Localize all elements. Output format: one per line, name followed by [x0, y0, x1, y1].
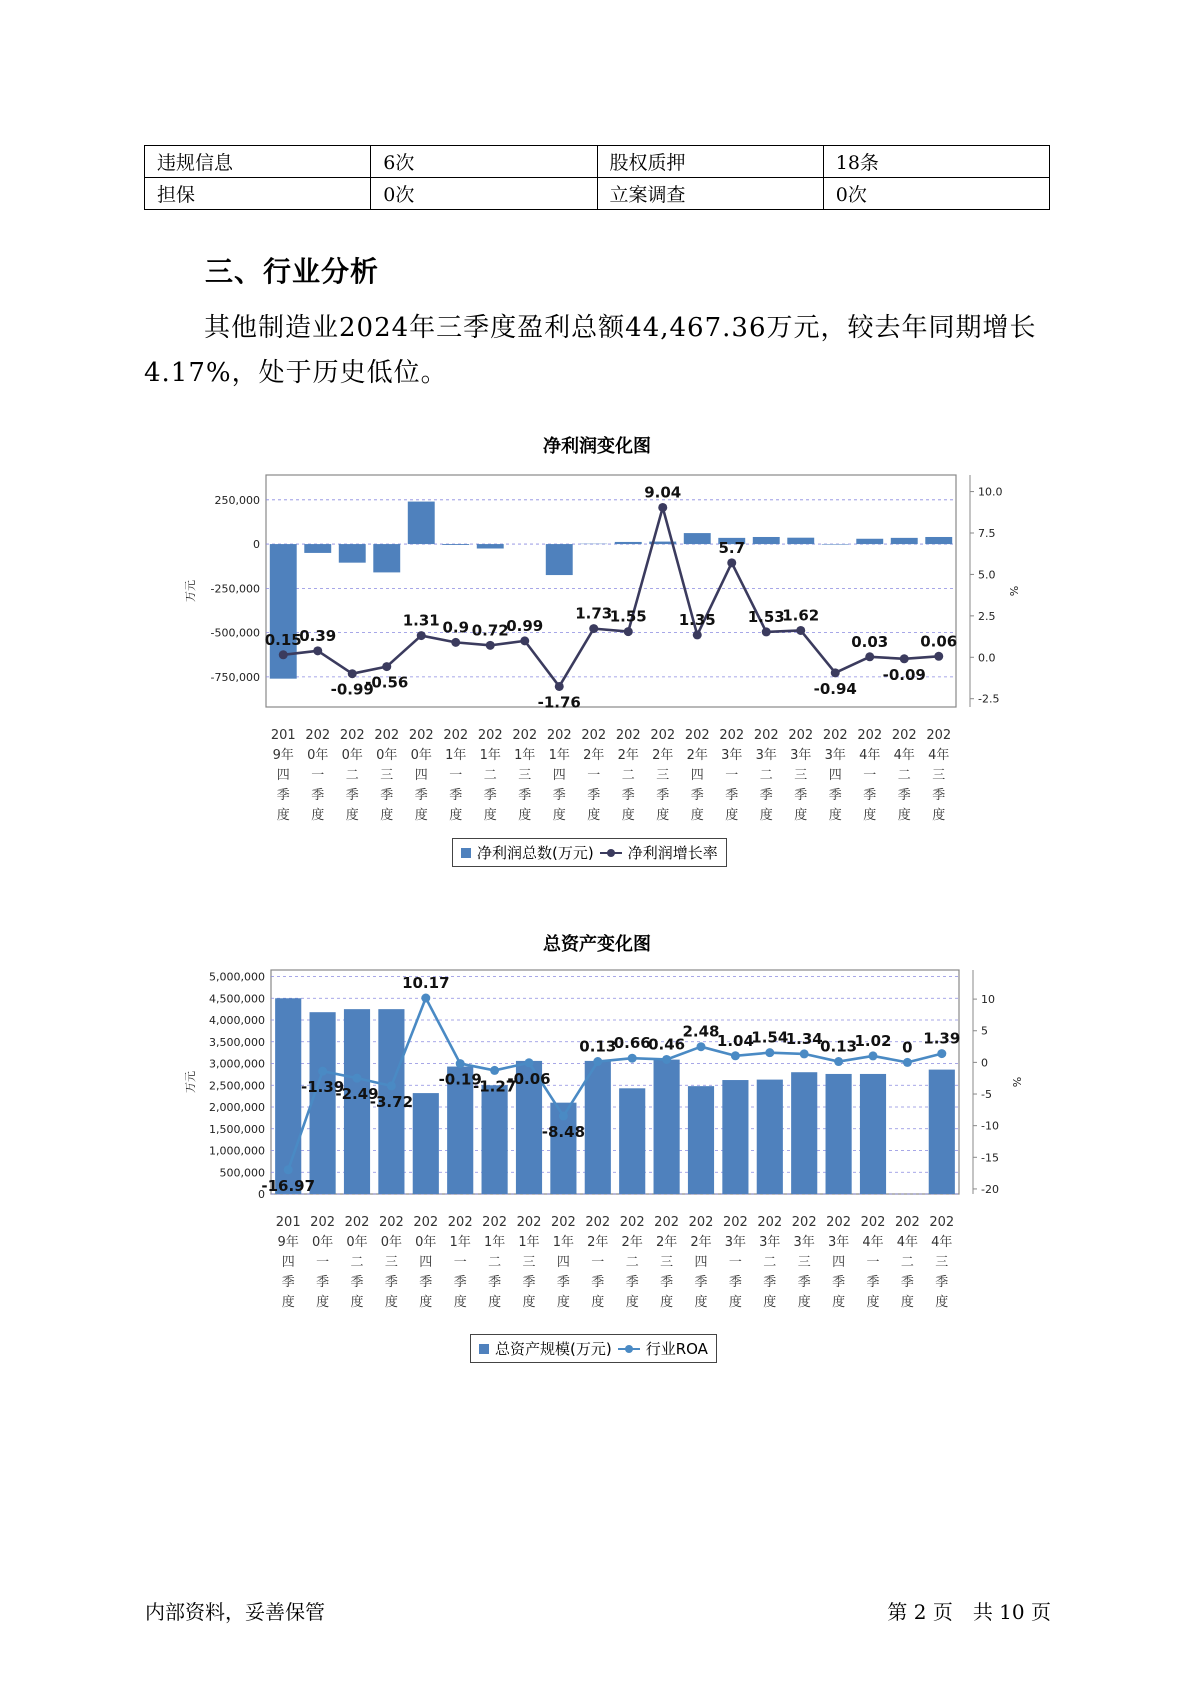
legend-label: 行业ROA	[645, 1340, 708, 1358]
line-point	[559, 1112, 568, 1121]
data-label: -0.06	[507, 1069, 551, 1088]
line-point	[456, 1059, 465, 1068]
data-label: -3.72	[369, 1092, 414, 1111]
bar	[860, 1074, 886, 1194]
bar	[477, 544, 504, 548]
bar	[791, 1072, 817, 1194]
footer-page-number: 第 2 页 共 10 页	[887, 1600, 1051, 1624]
bar	[753, 537, 780, 544]
y-right-tick-label: 0.0	[978, 651, 996, 665]
y-left-tick-label: 4,500,000	[209, 992, 265, 1006]
net-profit-chart	[180, 460, 1060, 840]
x-tick-label: 202 0年三季度	[374, 728, 400, 823]
line-point	[865, 652, 874, 661]
y-left-tick-label: 0	[253, 538, 260, 552]
legend-label: 总资产规模(万元)	[495, 1340, 612, 1358]
line-point	[900, 654, 909, 663]
table-cell: 0次	[371, 178, 597, 210]
x-tick-label: 202 0年一季度	[305, 728, 331, 823]
line-point	[382, 662, 391, 671]
x-tick-label: 202 3年三季度	[791, 1215, 817, 1310]
bar	[408, 502, 435, 545]
bar	[684, 533, 711, 544]
data-label: -8.48	[541, 1123, 586, 1142]
data-label: 1.53	[747, 607, 785, 626]
x-tick-label: 202 3年三季度	[788, 728, 814, 823]
line-point	[589, 624, 598, 633]
bar	[373, 544, 400, 572]
data-label: 1.02	[854, 1031, 892, 1050]
y-right-tick-label: -15	[981, 1151, 999, 1165]
data-label: 1.35	[678, 610, 716, 629]
data-label: 0.39	[299, 626, 337, 645]
data-label: 0	[902, 1038, 913, 1057]
line-point	[520, 636, 529, 645]
data-label: -1.27	[472, 1077, 517, 1096]
line-point	[624, 627, 633, 636]
data-label: 0.46	[648, 1035, 686, 1054]
data-label: 2.48	[682, 1022, 720, 1041]
y-right-tick-label: 5	[981, 1024, 988, 1038]
y-left-axis-title: 万元	[184, 1071, 197, 1093]
x-tick-label: 202 0年一季度	[310, 1215, 336, 1310]
line-point	[284, 1165, 293, 1174]
y-left-tick-label: -250,000	[210, 582, 260, 596]
y-right-tick-label: 5.0	[978, 568, 996, 582]
x-tick-label: 202 0年四季度	[408, 728, 434, 823]
table-cell: 6次	[371, 146, 597, 178]
bar	[826, 1074, 852, 1194]
x-tick-label: 202 3年四季度	[822, 728, 848, 823]
x-tick-label: 202 3年一季度	[719, 728, 745, 823]
line-point	[279, 650, 288, 659]
table-cell: 担保	[145, 178, 371, 210]
line-point	[937, 1049, 946, 1058]
x-tick-label: 202 0年二季度	[344, 1215, 370, 1310]
line-point	[318, 1067, 327, 1076]
y-left-tick-label: 1,000,000	[209, 1144, 265, 1158]
data-label: 1.04	[716, 1031, 754, 1050]
table-cell: 股权质押	[597, 146, 823, 178]
line-point	[387, 1081, 396, 1090]
bar	[619, 1088, 645, 1194]
data-label: 0.13	[579, 1037, 617, 1056]
table-cell: 0次	[823, 178, 1049, 210]
data-label: 1.62	[782, 606, 820, 625]
y-left-axis-title: 万元	[184, 580, 197, 602]
x-tick-label: 202 1年二季度	[477, 728, 503, 823]
data-label: -0.99	[330, 680, 374, 699]
x-tick-label: 202 2年四季度	[684, 728, 710, 823]
bar	[442, 544, 469, 545]
data-label: 9.04	[644, 483, 682, 502]
x-tick-label: 202 2年三季度	[650, 728, 676, 823]
plot-area	[266, 475, 956, 707]
x-tick-label: 202 4年三季度	[926, 728, 952, 823]
legend-label: 净利润增长率	[627, 844, 718, 862]
data-label: 0.72	[471, 621, 509, 640]
y-left-tick-label: 5,000,000	[209, 970, 265, 984]
table-cell: 18条	[823, 146, 1049, 178]
y-right-tick-label: -5	[981, 1088, 992, 1102]
legend-line-swatch	[618, 1344, 640, 1354]
y-right-tick-label: 10.0	[978, 485, 1003, 499]
data-label: 10.17	[402, 974, 450, 993]
data-label: 0.9	[442, 618, 470, 637]
y-left-tick-label: 2,000,000	[209, 1101, 265, 1115]
line-point	[762, 627, 771, 636]
bar	[275, 998, 301, 1194]
footer-left: 内部资料，妥善保管	[145, 1600, 325, 1624]
line-point	[831, 668, 840, 677]
x-tick-label: 202 0年四季度	[413, 1215, 439, 1310]
legend-label: 净利润总数(万元)	[477, 844, 594, 862]
data-label: -1.76	[537, 693, 581, 712]
x-tick-label: 202 2年一季度	[581, 728, 607, 823]
line-point	[451, 638, 460, 647]
x-tick-label: 202 4年二季度	[891, 728, 917, 823]
table-cell: 违规信息	[145, 146, 371, 178]
y-right-tick-label: 10	[981, 993, 995, 1007]
x-tick-label: 202 1年一季度	[447, 1215, 473, 1310]
x-tick-label: 202 3年一季度	[722, 1215, 748, 1310]
x-tick-label: 202 1年一季度	[443, 728, 469, 823]
x-tick-label: 202 4年二季度	[894, 1215, 920, 1310]
data-label: 1.39	[923, 1029, 961, 1048]
bar	[615, 542, 642, 544]
x-tick-label: 202 3年二季度	[753, 728, 779, 823]
x-tick-label: 202 4年一季度	[860, 1215, 886, 1310]
line-point	[934, 652, 943, 661]
line-point	[693, 630, 702, 639]
x-tick-label: 202 2年二季度	[615, 728, 641, 823]
line-point	[555, 682, 564, 691]
table-cell: 立案调查	[597, 178, 823, 210]
x-tick-label: 202 4年一季度	[857, 728, 883, 823]
line-point	[417, 631, 426, 640]
data-label: -0.09	[882, 665, 926, 684]
x-tick-label: 202 1年四季度	[546, 728, 572, 823]
chart-legend	[452, 838, 727, 867]
data-label: 0.13	[820, 1037, 858, 1056]
table-row	[145, 146, 1050, 178]
info-table	[144, 145, 1050, 210]
bar	[925, 537, 952, 544]
section-paragraph: 其他制造业2024年三季度盈利总额44,467.36万元，较去年同期增长4.17%，处于历史低位。	[144, 313, 1037, 388]
line-point	[731, 1051, 740, 1060]
line-point	[313, 646, 322, 655]
data-label: -0.56	[365, 673, 409, 692]
y-right-tick-label: 0	[981, 1056, 988, 1070]
line-point	[800, 1049, 809, 1058]
x-tick-label: 202 1年二季度	[482, 1215, 508, 1310]
bar	[654, 1060, 680, 1194]
line-point	[353, 1074, 362, 1083]
x-tick-label: 202 1年三季度	[512, 728, 538, 823]
y-left-tick-label: 250,000	[214, 493, 260, 507]
chart-title: 净利润变化图	[543, 436, 651, 457]
bar	[413, 1093, 439, 1194]
data-label: -0.19	[438, 1070, 482, 1089]
y-left-tick-label: -500,000	[210, 626, 260, 640]
line-point	[869, 1051, 878, 1060]
bar	[585, 1061, 611, 1194]
bar	[310, 1012, 336, 1194]
line-point	[697, 1042, 706, 1051]
x-tick-label: 202 2年三季度	[654, 1215, 680, 1310]
y-right-axis-title: %	[1008, 585, 1021, 597]
bar	[757, 1080, 783, 1194]
data-label: 5.7	[718, 538, 746, 557]
line-point	[727, 558, 736, 567]
x-tick-label: 201 9年四季度	[275, 1215, 301, 1310]
y-right-tick-label: -20	[981, 1182, 999, 1196]
x-tick-label: 202 2年四季度	[688, 1215, 714, 1310]
data-label: 0.99	[506, 616, 544, 635]
section-title: 三、行业分析	[205, 255, 380, 288]
line-point	[903, 1058, 912, 1067]
line-point	[525, 1058, 534, 1067]
line-point	[796, 626, 805, 635]
bar	[929, 1070, 955, 1194]
bar	[822, 544, 849, 545]
data-label: 1.55	[609, 607, 647, 626]
x-tick-label: 202 3年四季度	[826, 1215, 852, 1310]
line-point	[348, 669, 357, 678]
line-point	[662, 1055, 671, 1064]
line-point	[421, 994, 430, 1003]
chart-legend	[470, 1334, 717, 1363]
data-label: 0.03	[851, 632, 889, 651]
y-left-tick-label: 0	[258, 1188, 265, 1201]
bar	[688, 1086, 714, 1194]
data-label: -0.94	[813, 679, 857, 698]
y-right-axis-title: %	[1011, 1076, 1024, 1088]
x-tick-label: 202 1年三季度	[516, 1215, 542, 1310]
legend-line-swatch	[600, 848, 622, 858]
bar	[482, 1085, 508, 1194]
data-label: 1.54	[751, 1028, 789, 1047]
line-point	[658, 503, 667, 512]
legend-bar-swatch	[461, 848, 471, 858]
y-left-tick-label: 500,000	[219, 1166, 265, 1180]
bar	[891, 538, 918, 544]
data-label: -16.97	[261, 1176, 316, 1195]
y-left-tick-label: 3,000,000	[209, 1057, 265, 1071]
x-tick-label: 202 2年一季度	[585, 1215, 611, 1310]
bar	[304, 544, 331, 553]
data-label: 1.73	[575, 604, 613, 623]
data-label: 0.06	[920, 632, 958, 651]
x-tick-label: 201 9年四季度	[270, 728, 296, 823]
data-label: -1.39	[300, 1078, 345, 1097]
line-point	[834, 1057, 843, 1066]
bar	[787, 538, 814, 544]
data-label: 0.15	[264, 630, 302, 649]
data-label: 0.66	[613, 1034, 651, 1053]
y-left-tick-label: -750,000	[210, 670, 260, 684]
bar	[546, 544, 573, 575]
y-left-tick-label: 4,000,000	[209, 1014, 265, 1028]
bar	[339, 544, 366, 563]
x-tick-label: 202 1年四季度	[550, 1215, 576, 1310]
data-label: -2.49	[335, 1085, 379, 1104]
line-point	[490, 1066, 499, 1075]
x-tick-label: 202 0年三季度	[378, 1215, 404, 1310]
y-right-tick-label: -10	[981, 1119, 999, 1133]
y-left-tick-label: 3,500,000	[209, 1035, 265, 1049]
x-tick-label: 202 0年二季度	[339, 728, 365, 823]
legend-bar-swatch	[479, 1344, 489, 1354]
table-row	[145, 178, 1050, 210]
bar	[856, 539, 883, 544]
x-tick-label: 202 2年二季度	[619, 1215, 645, 1310]
y-right-tick-label: 2.5	[978, 609, 996, 623]
x-tick-label: 202 4年三季度	[929, 1215, 955, 1310]
chart-title: 总资产变化图	[543, 934, 651, 955]
data-label: 1.31	[402, 611, 440, 630]
line-point	[593, 1057, 602, 1066]
line-point	[486, 641, 495, 650]
y-left-tick-label: 1,500,000	[209, 1122, 265, 1136]
bar	[722, 1080, 748, 1194]
x-tick-label: 202 3年二季度	[757, 1215, 783, 1310]
line-point	[628, 1054, 637, 1063]
total-assets-chart	[180, 960, 1060, 1335]
y-right-tick-label: 7.5	[978, 527, 996, 540]
line-point	[765, 1048, 774, 1057]
y-right-tick-label: -2.5	[978, 692, 1000, 706]
data-label: 1.34	[785, 1029, 823, 1048]
y-left-tick-label: 2,500,000	[209, 1079, 265, 1093]
